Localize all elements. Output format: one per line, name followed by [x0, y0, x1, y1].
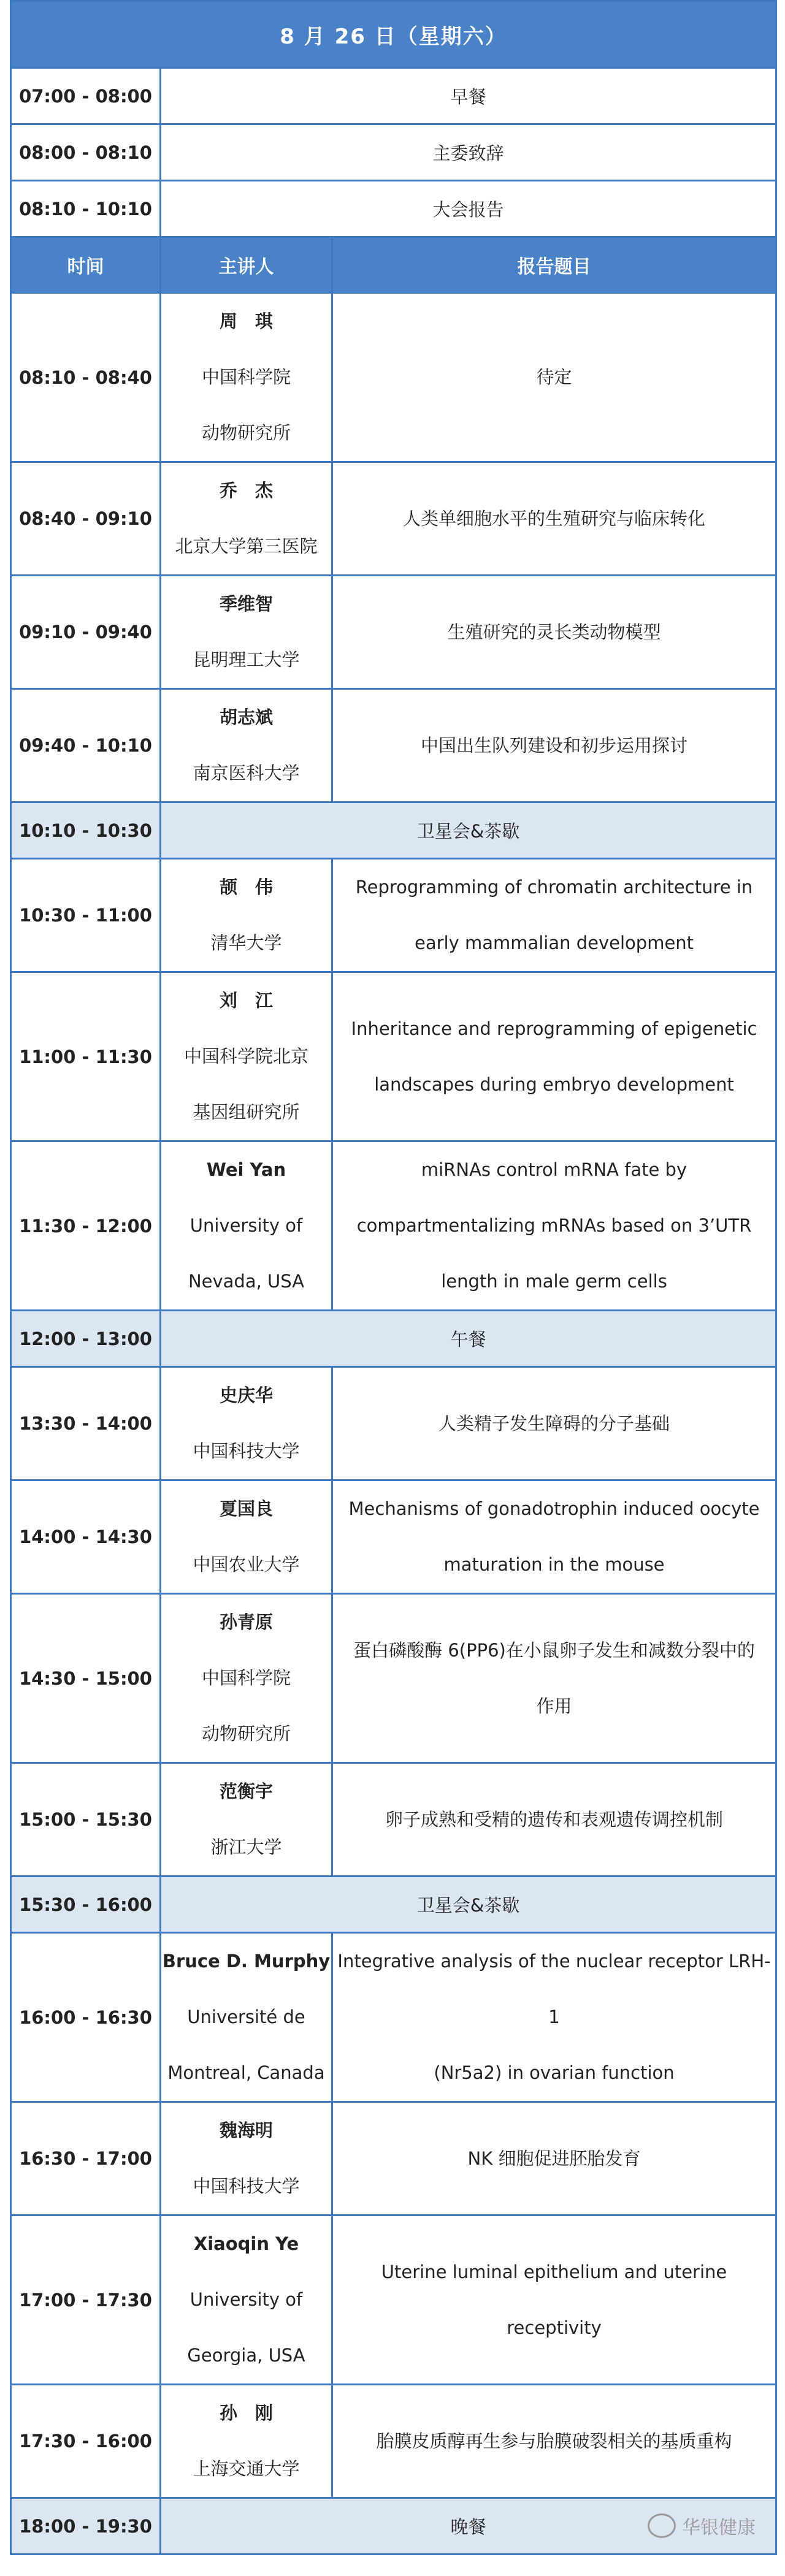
header-topic: 报告题目: [332, 237, 776, 293]
speaker-affiliation: University of: [190, 2289, 303, 2310]
pre-row: [11, 181, 776, 237]
pre-row: [11, 68, 776, 124]
event-cell: 大会报告: [161, 181, 776, 237]
speaker-affiliation: 中国科技大学: [193, 1441, 300, 1461]
topic-cell: [332, 2216, 776, 2385]
topic-line: early mammalian development: [414, 932, 694, 953]
speaker-cell: [161, 293, 332, 462]
speaker-name: 孙青原: [219, 1612, 273, 1633]
topic-line: 人类单细胞水平的生殖研究与临床转化: [403, 508, 706, 529]
topic-line: Inheritance and reprogramming of epigenetic: [351, 1018, 757, 1039]
topic-line: miRNAs control mRNA fate by: [421, 1159, 687, 1180]
event-cell: 早餐: [161, 68, 776, 124]
time-cell: 08:40 - 09:10: [11, 462, 161, 576]
talk-row: [11, 689, 776, 802]
topic-cell: [332, 2385, 776, 2498]
topic-cell: [332, 972, 776, 1141]
talk-row: [11, 576, 776, 689]
topic-line: 胎膜皮质醇再生参与胎膜破裂相关的基质重构: [376, 2430, 732, 2452]
speaker-name: Xiaoqin Ye: [193, 2233, 299, 2254]
speaker-affiliation: Nevada, USA: [188, 1271, 305, 1292]
time-cell: 16:30 - 17:00: [11, 2102, 161, 2216]
time-cell: 17:00 - 17:30: [11, 2216, 161, 2385]
topic-cell: [332, 1594, 776, 1763]
talk-row: [11, 1763, 776, 1877]
topic-line: 作用: [536, 1695, 572, 1717]
time-cell: 13:30 - 14:00: [11, 1367, 161, 1480]
speaker-affiliation: 浙江大学: [210, 1837, 282, 1858]
speaker-affiliation: 中国科学院: [201, 367, 291, 387]
speaker-cell: [161, 2216, 332, 2385]
time-cell: 08:10 - 10:10: [11, 181, 161, 237]
topic-line: 人类精子发生障碍的分子基础: [438, 1412, 670, 1434]
topic-cell: [332, 859, 776, 972]
topic-line: Mechanisms of gonadotrophin induced oocyte: [348, 1498, 760, 1519]
speaker-affiliation: 中国农业大学: [193, 1554, 300, 1575]
time-cell: 07:00 - 08:00: [11, 68, 161, 124]
speaker-name: Wei Yan: [206, 1159, 286, 1180]
speaker-name: 魏海明: [219, 2120, 273, 2141]
talk-row: [11, 859, 776, 972]
speaker-affiliation: 基因组研究所: [193, 1102, 300, 1122]
event-cell: 卫星会&茶歇: [161, 802, 776, 859]
time-cell: 14:30 - 15:00: [11, 1594, 161, 1763]
speaker-name: 孙 刚: [219, 2403, 273, 2423]
header-speaker: 主讲人: [161, 237, 332, 293]
talk-row: [11, 1480, 776, 1594]
speaker-cell: [161, 462, 332, 576]
talk-row: [11, 2385, 776, 2498]
topic-cell: [332, 2102, 776, 2216]
topic-line: Reprogramming of chromatin architecture in: [355, 877, 753, 897]
topic-line: 蛋白磷酸酶 6(PP6)在小鼠卵子发生和减数分裂中的: [353, 1639, 755, 1661]
title-row: [11, 1, 776, 68]
talk-row: [11, 2102, 776, 2216]
speaker-affiliation: Georgia, USA: [187, 2345, 305, 2366]
time-cell: 11:00 - 11:30: [11, 972, 161, 1141]
event-cell: 午餐: [161, 1311, 776, 1367]
speaker-name: 胡志斌: [219, 707, 273, 728]
topic-line: (Nr5a2) in ovarian function: [434, 2062, 675, 2083]
topic-cell: [332, 462, 776, 576]
topic-line: 待定: [536, 367, 572, 387]
speaker-cell: [161, 689, 332, 802]
watermark: [648, 2512, 756, 2539]
speaker-name: 季维智: [219, 593, 273, 614]
topic-cell: [332, 1763, 776, 1877]
speaker-affiliation: 北京大学第三医院: [175, 536, 318, 557]
time-cell: 11:30 - 12:00: [11, 1141, 161, 1311]
speaker-affiliation: 上海交通大学: [193, 2458, 300, 2479]
time-cell: 17:30 - 16:00: [11, 2385, 161, 2498]
topic-line: compartmentalizing mRNAs based on 3’UTR: [356, 1215, 752, 1236]
topic-line: 中国出生队列建设和初步运用探讨: [421, 734, 688, 756]
speaker-name: 乔 杰: [219, 480, 273, 501]
topic-line: length in male germ cells: [441, 1271, 667, 1292]
speaker-cell: [161, 1594, 332, 1763]
event-cell: 主委致辞: [161, 124, 776, 181]
schedule-table: [10, 0, 777, 2555]
time-cell: 10:30 - 11:00: [11, 859, 161, 972]
time-cell: 09:10 - 09:40: [11, 576, 161, 689]
topic-cell: [332, 1141, 776, 1311]
break-row: [11, 802, 776, 859]
speaker-name: 颉 伟: [219, 877, 273, 897]
topic-cell: [332, 1480, 776, 1594]
topic-cell: [332, 576, 776, 689]
talk-row: [11, 462, 776, 576]
topic-line: Uterine luminal epithelium and uterine receptivity: [381, 2261, 727, 2338]
header-time: 时间: [11, 237, 161, 293]
talk-row: [11, 293, 776, 462]
wechat-icon: [648, 2513, 676, 2538]
break-row: [11, 1877, 776, 1933]
topic-line: 生殖研究的灵长类动物模型: [447, 621, 661, 642]
talk-row: [11, 1933, 776, 2102]
event-cell: 晚餐: [161, 2498, 776, 2555]
topic-line: 卵子成熟和受精的遗传和表观遗传调控机制: [385, 1808, 724, 1830]
speaker-affiliation: Université de: [187, 2006, 305, 2027]
time-cell: 18:00 - 19:30: [11, 2498, 161, 2555]
day-title: 8 月 26 日（星期六）: [11, 1, 776, 68]
time-cell: 14:00 - 14:30: [11, 1480, 161, 1594]
topic-line: Integrative analysis of the nuclear receptor LRH-1: [337, 1951, 771, 2027]
speaker-name: 刘 江: [219, 990, 273, 1011]
speaker-affiliation: 南京医科大学: [193, 763, 300, 783]
speaker-name: Bruce D. Murphy: [162, 1951, 331, 1972]
speaker-name: 史庆华: [219, 1385, 273, 1406]
break-row: [11, 1311, 776, 1367]
time-cell: 08:10 - 08:40: [11, 293, 161, 462]
speaker-affiliation: 中国科学院北京: [183, 1046, 308, 1067]
time-cell: 15:00 - 15:30: [11, 1763, 161, 1877]
talk-row: [11, 1141, 776, 1311]
speaker-cell: [161, 972, 332, 1141]
topic-cell: [332, 689, 776, 802]
speaker-cell: [161, 1141, 332, 1311]
speaker-affiliation: University of: [190, 1215, 303, 1236]
column-header-row: [11, 237, 776, 293]
speaker-name: 周 琪: [219, 311, 273, 332]
speaker-affiliation: 中国科技大学: [193, 2176, 300, 2197]
time-cell: 16:00 - 16:30: [11, 1933, 161, 2102]
speaker-cell: [161, 2385, 332, 2498]
topic-line: maturation in the mouse: [443, 1554, 665, 1575]
speaker-cell: [161, 1367, 332, 1480]
speaker-affiliation: 动物研究所: [201, 422, 291, 443]
speaker-cell: [161, 1763, 332, 1877]
speaker-cell: [161, 1480, 332, 1594]
speaker-name: 范衡宇: [219, 1781, 273, 1802]
speaker-cell: [161, 576, 332, 689]
topic-cell: [332, 1933, 776, 2102]
speaker-cell: [161, 859, 332, 972]
topic-line: landscapes during embryo development: [374, 1073, 734, 1095]
time-cell: 15:30 - 16:00: [11, 1877, 161, 1933]
speaker-cell: [161, 1933, 332, 2102]
topic-cell: [332, 1367, 776, 1480]
time-cell: 10:10 - 10:30: [11, 802, 161, 859]
speaker-affiliation: 清华大学: [210, 932, 282, 953]
time-cell: 12:00 - 13:00: [11, 1311, 161, 1367]
pre-row: [11, 124, 776, 181]
time-cell: 08:00 - 08:10: [11, 124, 161, 181]
talk-row: [11, 972, 776, 1141]
talk-row: [11, 1594, 776, 1763]
topic-cell: [332, 293, 776, 462]
watermark-text: 华银健康: [682, 2517, 756, 2539]
talk-row: [11, 1367, 776, 1480]
speaker-affiliation: 昆明理工大学: [193, 649, 300, 670]
talk-row: [11, 2216, 776, 2385]
speaker-cell: [161, 2102, 332, 2216]
topic-line: NK 细胞促进胚胎发育: [467, 2147, 641, 2169]
speaker-name: 夏国良: [219, 1498, 273, 1519]
speaker-affiliation: 动物研究所: [201, 1723, 291, 1744]
speaker-affiliation: 中国科学院: [201, 1667, 291, 1688]
time-cell: 09:40 - 10:10: [11, 689, 161, 802]
event-cell: 卫星会&茶歇: [161, 1877, 776, 1933]
speaker-affiliation: Montreal, Canada: [167, 2062, 325, 2083]
